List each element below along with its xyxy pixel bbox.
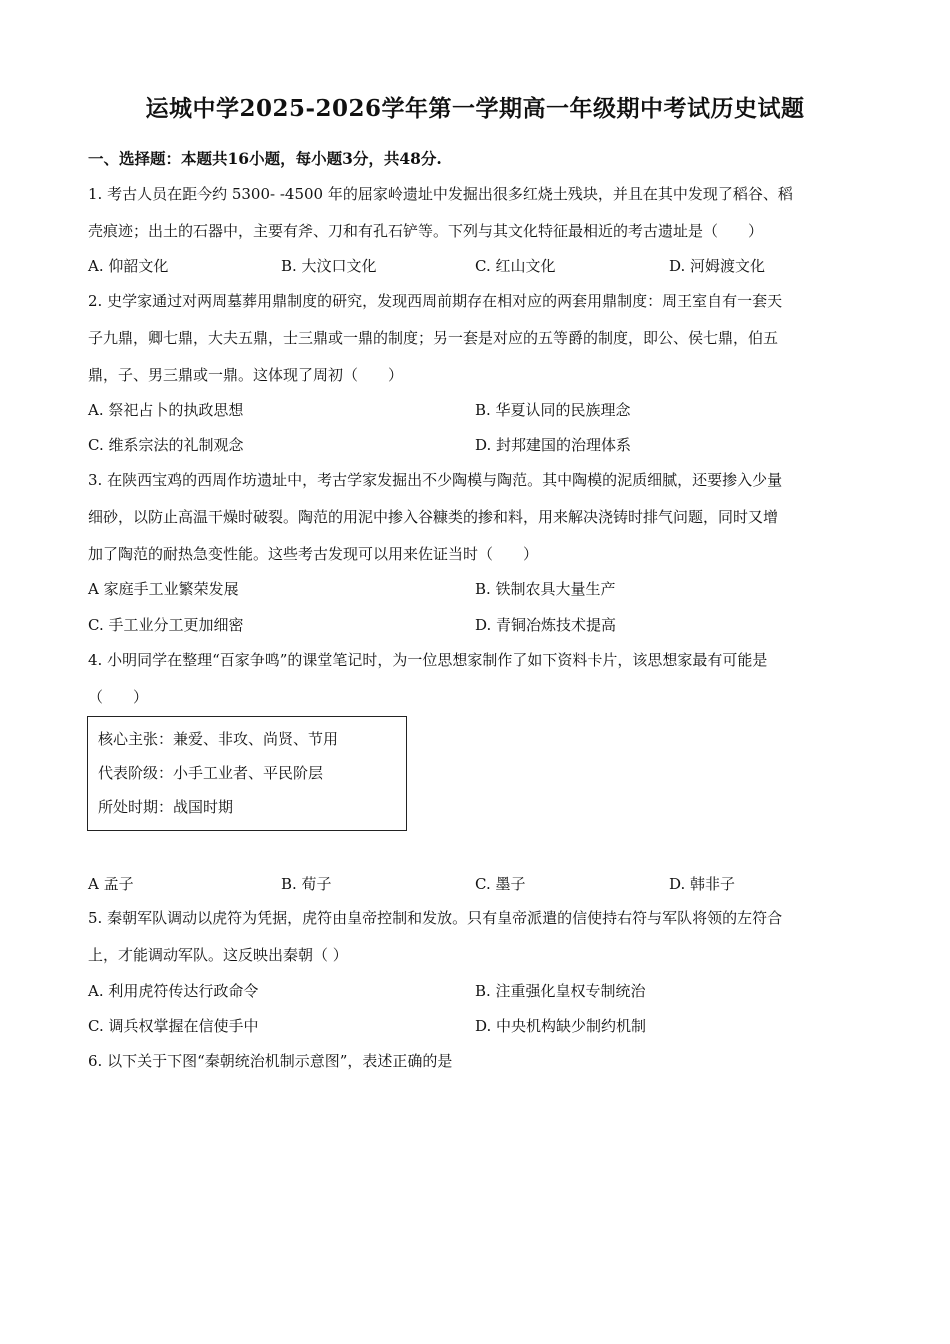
question-3-option-a[interactable]: A 家庭手工业繁荣发展 <box>88 580 239 598</box>
question-5-option-d[interactable]: D. 中央机构缺少制约机制 <box>475 1017 647 1035</box>
question-2-option-d[interactable]: D. 封邦建国的治理体系 <box>475 436 632 454</box>
question-5-line-1: 5. 秦朝军队调动以虎符为凭据，虎符由皇帝控制和发放。只有皇帝派遣的信使持右符与军队将领的左符合 <box>88 909 783 927</box>
question-1-option-a[interactable]: A. 仰韶文化 <box>88 257 169 275</box>
question-4-line-2: （ ） <box>88 688 149 706</box>
question-5-line-2: 上，才能调动军队。这反映出秦朝（ ） <box>88 946 348 964</box>
question-1-line-1: 1. 考古人员在距今约 5300- -4500 年的屈家岭遗址中发掘出很多红烧土残块，并且在其中发现了稻谷、稻 <box>88 185 793 203</box>
question-1-line-2: 壳痕迹；出土的石器中，主要有斧、刀和有孔石铲等。下列与其文化特征最相近的考古遗址是（ ） <box>88 222 764 240</box>
question-4-option-b[interactable]: B. 荀子 <box>281 875 332 893</box>
question-2-option-a[interactable]: A. 祭祀占卜的执政思想 <box>88 401 244 419</box>
question-2-option-c[interactable]: C. 维系宗法的礼制观念 <box>88 436 244 454</box>
question-4-option-c[interactable]: C. 墨子 <box>475 875 526 893</box>
section-heading: 一、选择题：本题共16小题，每小题3分，共48分. <box>88 149 442 168</box>
question-1-option-d[interactable]: D. 河姆渡文化 <box>669 257 766 275</box>
card-represented-class: 代表阶级：小手工业者、平民阶层 <box>98 764 324 782</box>
question-4-option-a[interactable]: A 孟子 <box>88 875 134 893</box>
question-1-option-c[interactable]: C. 红山文化 <box>475 257 556 275</box>
thinker-info-card <box>87 716 407 831</box>
question-6-line-1: 6. 以下关于下图“秦朝统治机制示意图”，表述正确的是 <box>88 1052 453 1070</box>
question-2-line-3: 鼎，子、男三鼎或一鼎。这体现了周初（ ） <box>88 366 404 384</box>
card-core-ideas: 核心主张：兼爱、非攻、尚贤、节用 <box>98 730 339 748</box>
question-5-option-a[interactable]: A. 利用虎符传达行政命令 <box>88 982 259 1000</box>
question-2-line-2: 子九鼎，卿七鼎，大夫五鼎，士三鼎或一鼎的制度；另一套是对应的五等爵的制度，即公、侯七鼎，伯五 <box>88 329 779 347</box>
question-4-option-d[interactable]: D. 韩非子 <box>669 875 736 893</box>
question-3-line-3: 加了陶范的耐热急变性能。这些考古发现可以用来佐证当时（ ） <box>88 545 539 563</box>
question-3-option-d[interactable]: D. 青铜冶炼技术提高 <box>475 616 617 634</box>
question-2-line-1: 2. 史学家通过对两周墓葬用鼎制度的研究，发现西周前期存在相对应的两套用鼎制度：周王室自有一套天 <box>88 292 783 310</box>
question-5-option-c[interactable]: C. 调兵权掌握在信使手中 <box>88 1017 259 1035</box>
question-2-option-b[interactable]: B. 华夏认同的民族理念 <box>475 401 631 419</box>
question-3-line-1: 3. 在陕西宝鸡的西周作坊遗址中，考古学家发掘出不少陶模与陶范。其中陶模的泥质细腻，还要掺入少量 <box>88 471 783 489</box>
question-3-line-2: 细砂，以防止高温干燥时破裂。陶范的用泥中掺入谷糠类的掺和料，用来解决浇铸时排气问题，同时又增 <box>88 508 779 526</box>
question-5-option-b[interactable]: B. 注重强化皇权专制统治 <box>475 982 646 1000</box>
question-3-option-b[interactable]: B. 铁制农具大量生产 <box>475 580 616 598</box>
question-1-option-b[interactable]: B. 大汶口文化 <box>281 257 377 275</box>
question-3-option-c[interactable]: C. 手工业分工更加细密 <box>88 616 244 634</box>
question-4-line-1: 4. 小明同学在整理“百家争鸣”的课堂笔记时，为一位思想家制作了如下资料卡片，该思想家最有可能是 <box>88 651 768 669</box>
card-period: 所处时期：战国时期 <box>98 798 234 816</box>
exam-title: 运城中学2025-2026学年第一学期高一年级期中考试历史试题 <box>145 95 805 122</box>
